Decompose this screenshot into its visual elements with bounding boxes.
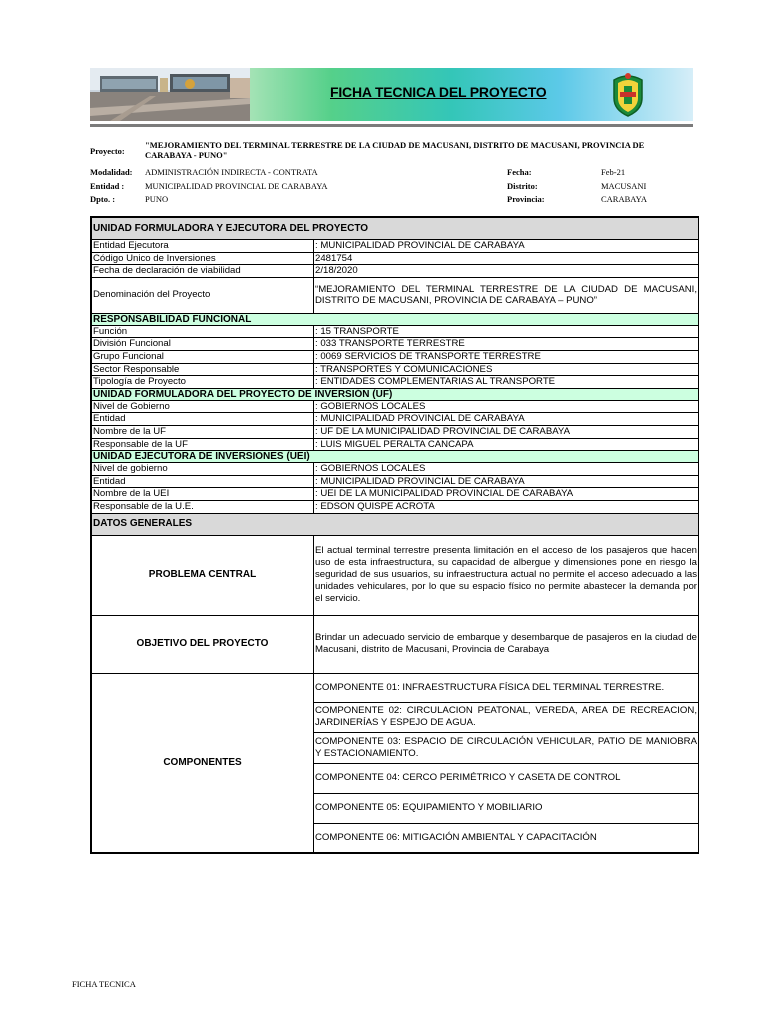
row-value: : MUNICIPALIDAD PROVINCIAL DE CARABAYA	[314, 413, 699, 426]
row-value: : GOBIERNOS LOCALES	[314, 400, 699, 413]
terminal-building-illustration	[90, 68, 250, 121]
row-value: : EDSON QUISPE ACROTA	[314, 500, 699, 513]
objetivo-value: Brindar un adecuado servicio de embarque y desembarque de pasajeros en la ciudad de Macusani, distrito de Macusani, Provincia de Carabaya	[314, 615, 699, 673]
section-heading-uf: UNIDAD FORMULADORA DEL PROYECTO DE INVERSIÓN (UF)	[92, 388, 699, 400]
proyecto-label: Proyecto:	[90, 146, 125, 156]
row-value: : ENTIDADES COMPLEMENTARIAS AL TRANSPORTE	[314, 376, 699, 389]
componentes-label: COMPONENTES	[92, 673, 314, 852]
row-value: : MUNICIPALIDAD PROVINCIAL DE CARABAYA	[314, 240, 699, 253]
row-label: Entidad	[92, 475, 314, 488]
page-title: FICHA TECNICA DEL PROYECTO	[330, 84, 547, 100]
section-heading-unidad-formuladora: UNIDAD FORMULADORA Y EJECUTORA DEL PROYECTO	[92, 218, 699, 240]
row-label: División Funcional	[92, 338, 314, 351]
component-item: COMPONENTE 03: ESPACIO DE CIRCULACIÓN VEHICULAR, PATIO DE MANIOBRA Y ESTACIONAMIENTO.	[314, 732, 699, 763]
component-item: COMPONENTE 02: CIRCULACION PEATONAL, VEREDA, AREA DE RECREACION, JARDINERÍAS Y ESPEJO DE AGUA.	[314, 702, 699, 732]
objetivo-label: OBJETIVO DEL PROYECTO	[92, 615, 314, 673]
problema-label: PROBLEMA CENTRAL	[92, 535, 314, 615]
provincia-value: CARABAYA	[601, 194, 647, 204]
distrito-value: MACUSANI	[601, 181, 647, 191]
row-value: : UEI DE LA MUNICIPALIDAD PROVINCIAL DE CARABAYA	[314, 488, 699, 501]
section-heading-responsabilidad: RESPONSABILIDAD FUNCIONAL	[92, 313, 699, 325]
modalidad-label: Modalidad:	[90, 167, 133, 177]
dpto-label: Dpto. :	[90, 194, 116, 204]
modalidad-value: ADMINISTRACIÓN INDIRECTA - CONTRATA	[145, 167, 318, 177]
row-label: Nivel de Gobierno	[92, 400, 314, 413]
row-label: Grupo Funcional	[92, 350, 314, 363]
row-value: : UF DE LA MUNICIPALIDAD PROVINCIAL DE CARABAYA	[314, 425, 699, 438]
row-label: Nivel de gobierno	[92, 463, 314, 476]
entidad-label: Entidad :	[90, 181, 125, 191]
row-label: Sector Responsable	[92, 363, 314, 376]
row-label: Función	[92, 325, 314, 338]
fecha-value: Feb-21	[601, 167, 626, 177]
row-value: : MUNICIPALIDAD PROVINCIAL DE CARABAYA	[314, 475, 699, 488]
row-label: Nombre de la UEI	[92, 488, 314, 501]
section-heading-uei: UNIDAD EJECUTORA DE INVERSIONES (UEI)	[92, 451, 699, 463]
row-value: : LUIS MIGUEL PERALTA CANCAPA	[314, 438, 699, 451]
component-item: COMPONENTE 01: INFRAESTRUCTURA FÍSICA DEL TERMINAL TERRESTRE.	[314, 673, 699, 702]
row-label: Tipología de Proyecto	[92, 376, 314, 389]
entidad-value: MUNICIPALIDAD PROVINCIAL DE CARABAYA	[145, 181, 328, 191]
terminal-photo	[90, 68, 250, 121]
problema-value: El actual terminal terrestre presenta limitación en el acceso de los pasajeros que hacen uso de esta infraestructura, su capacidad de albergue y dimensiones pone en riesgo la seguridad de sus usuarios, su infraestructura actual no permite el acceso adecuado a las unidades vehiculares, por lo que su espacio físico no permite abastecer la demanda por el servicio.	[314, 535, 699, 615]
fecha-label: Fecha:	[507, 167, 532, 177]
coat-of-arms-icon	[608, 72, 648, 118]
row-label: Código Unico de Inversiones	[92, 252, 314, 265]
section-heading-datos-generales: DATOS GENERALES	[92, 513, 699, 535]
project-data-table	[90, 216, 699, 854]
row-value: 2481754	[314, 252, 699, 265]
row-label: Entidad Ejecutora	[92, 240, 314, 253]
row-value: : TRANSPORTES Y COMUNICACIONES	[314, 363, 699, 376]
row-label: Nombre de la UF	[92, 425, 314, 438]
component-item: COMPONENTE 06: MITIGACIÓN AMBIENTAL Y CAPACITACIÓN	[314, 823, 699, 852]
component-item: COMPONENTE 05: EQUIPAMIENTO Y MOBILIARIO	[314, 793, 699, 823]
row-value: : 033 TRANSPORTE TERRESTRE	[314, 338, 699, 351]
header-banner	[90, 68, 693, 121]
row-value: : 0069 SERVICIOS DE TRANSPORTE TERRESTRE	[314, 350, 699, 363]
row-value: 2/18/2020	[314, 265, 699, 278]
proyecto-value: "MEJORAMIENTO DEL TERMINAL TERRESTRE DE LA CIUDAD DE MACUSANI, DISTRITO DE MACUSANI, PROVINCIA DE CARABAYA - PUNO"	[145, 140, 645, 160]
row-value: : 15 TRANSPORTE	[314, 325, 699, 338]
footer-label: FICHA TECNICA	[72, 979, 136, 989]
banner-divider	[90, 124, 693, 127]
row-label: Denominación del Proyecto	[92, 277, 314, 313]
row-value: : GOBIERNOS LOCALES	[314, 463, 699, 476]
row-label: Responsable de la U.E.	[92, 500, 314, 513]
row-value: “MEJORAMIENTO DEL TERMINAL TERRESTRE DE LA CIUDAD DE MACUSANI, DISTRITO DE MACUSANI, PROVINCIA DE CARABAYA – PUNO”	[314, 277, 699, 313]
row-label: Fecha de declaración de viabilidad	[92, 265, 314, 278]
row-label: Responsable de la UF	[92, 438, 314, 451]
distrito-label: Distrito:	[507, 181, 538, 191]
component-item: COMPONENTE 04: CERCO PERIMÉTRICO Y CASETA DE CONTROL	[314, 763, 699, 793]
provincia-label: Provincia:	[507, 194, 545, 204]
row-label: Entidad	[92, 413, 314, 426]
dpto-value: PUNO	[145, 194, 169, 204]
